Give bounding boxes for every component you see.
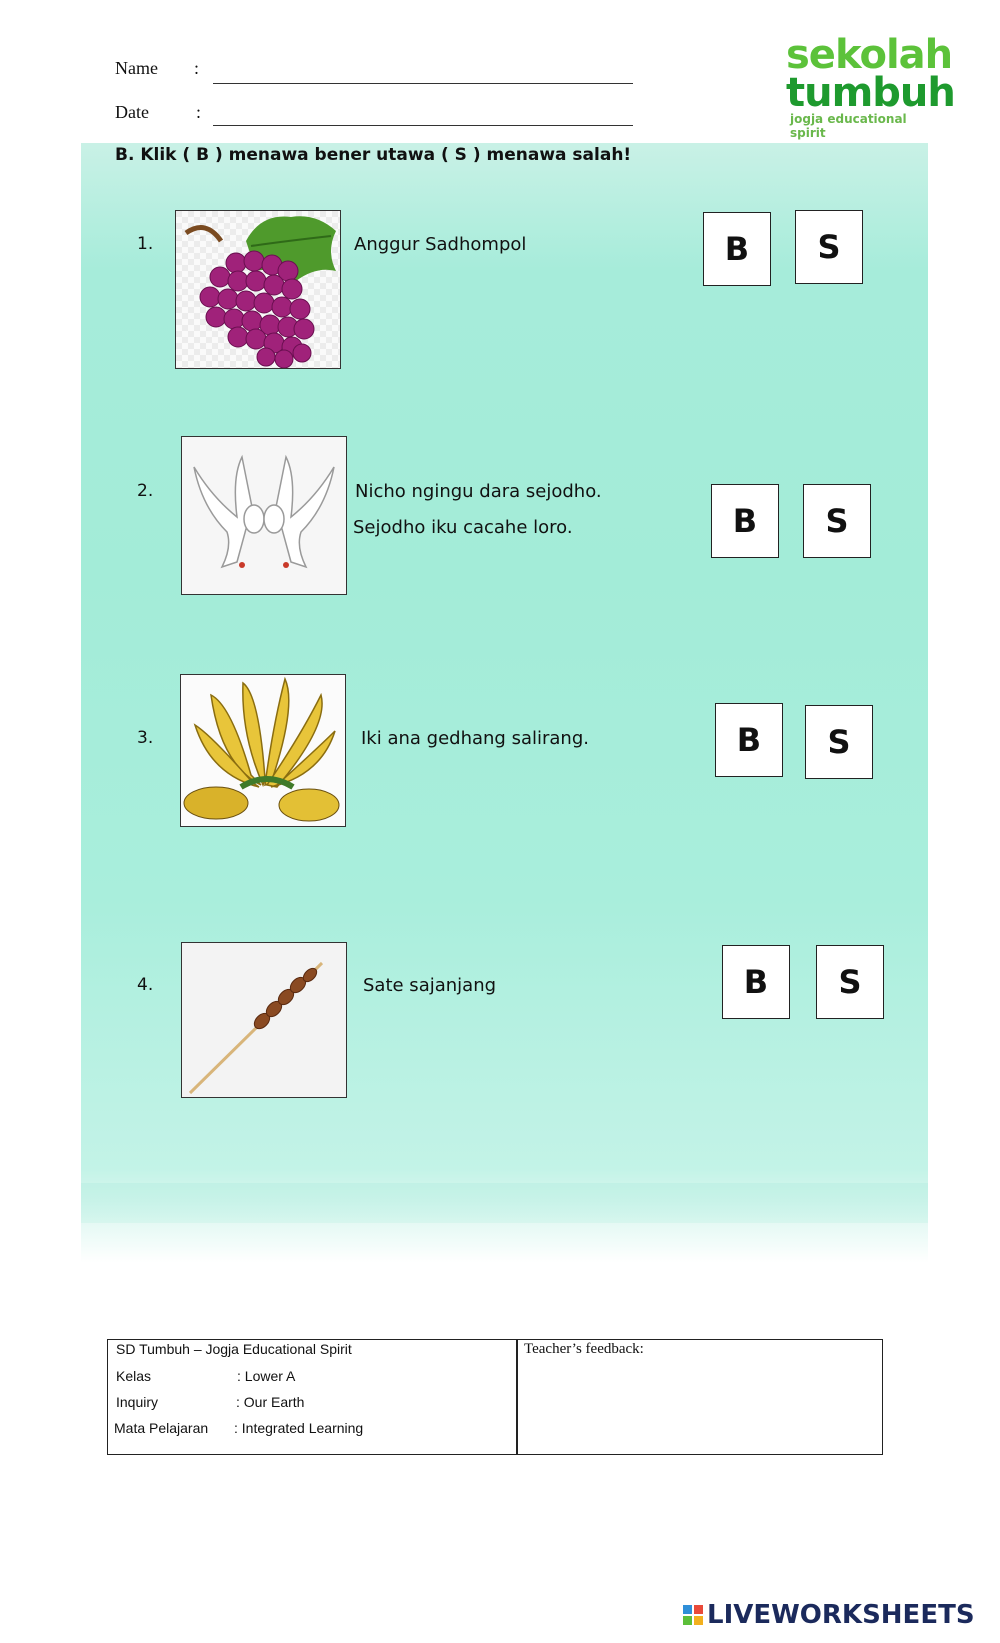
footer-school: SD Tumbuh – Jogja Educational Spirit [116,1341,352,1357]
name-colon: : [194,58,200,78]
info-footer-table [107,1339,883,1455]
grapes-image [175,210,341,369]
footer-kelas-value: : Lower A [237,1368,296,1384]
question-2-false-button[interactable]: S [803,484,871,558]
name-label: Name [115,58,158,78]
question-2-true-button[interactable]: B [711,484,779,558]
date-input-line[interactable] [213,125,633,126]
question-4-text: Sate sajanjang [363,975,497,996]
question-3-number: 3. [137,728,154,748]
question-3-false-button[interactable]: S [805,705,873,779]
question-2-text-line-1: Nicho ngingu dara sejodho. [355,481,602,502]
liveworksheets-text: LIVEWORKSHEETS [707,1600,975,1630]
teacher-feedback-label: Teacher’s feedback: [524,1341,644,1357]
date-label: Date [115,102,149,122]
question-1-true-button[interactable]: B [703,212,771,286]
question-4-true-button[interactable]: B [722,945,790,1019]
footer-kelas-label: Kelas [116,1368,152,1384]
question-3-true-button[interactable]: B [715,703,783,777]
question-1-false-button[interactable]: S [795,210,863,284]
question-2-text-line-2: Sejodho iku cacahe loro. [353,517,573,538]
footer-subject-value: : Integrated Learning [234,1420,364,1436]
question-4-false-button[interactable]: S [816,945,884,1019]
footer-divider [516,1340,518,1454]
question-1-text: Anggur Sadhompol [354,234,527,255]
bananas-image [180,674,346,827]
satay-image [181,942,347,1098]
question-2-number: 2. [137,481,154,501]
logo-line-1: sekolah [786,32,953,78]
question-3-text: Iki ana gedhang salirang. [361,728,589,749]
question-4-number: 4. [137,975,154,995]
liveworksheets-watermark [683,1600,975,1630]
footer-subject-label: Mata Pelajaran [114,1420,209,1436]
liveworksheets-logo-icon [683,1605,703,1625]
question-1-number: 1. [137,234,154,254]
footer-inquiry-label: Inquiry [116,1394,159,1410]
logo-line-2: tumbuh [786,70,955,116]
instruction-text: B. Klik ( B ) menawa bener utawa ( S ) menawa salah! [115,145,632,165]
logo-tagline: jogja educational spirit [790,112,907,140]
doves-image [181,436,347,595]
school-logo [786,32,955,140]
name-input-line[interactable] [213,83,633,84]
date-colon: : [196,102,202,122]
footer-inquiry-value: : Our Earth [236,1394,305,1410]
